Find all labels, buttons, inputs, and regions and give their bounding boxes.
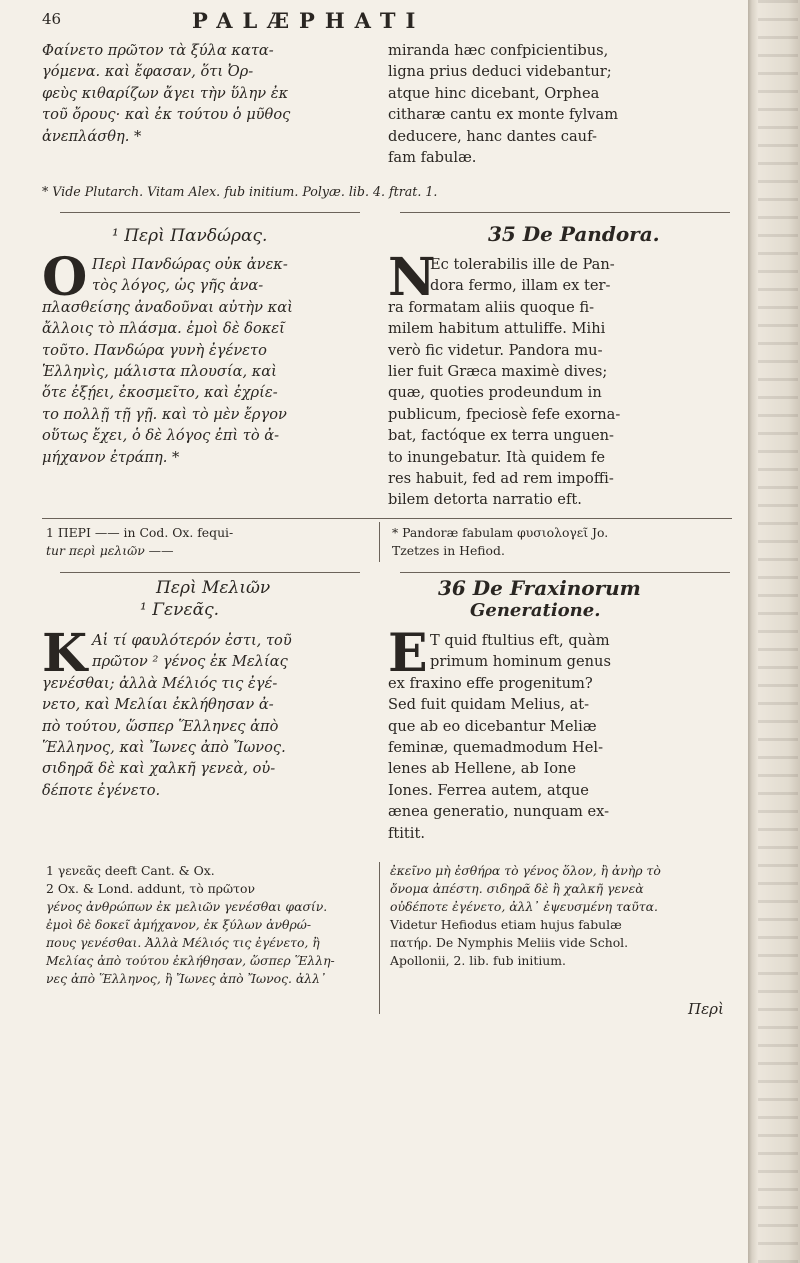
text-line: quæ, quoties prodeundum in	[388, 384, 602, 402]
text-line: deducere, hanc dantes cauf-	[388, 127, 597, 145]
text-line: δέποτε ἐγένετο.	[42, 781, 161, 799]
sec35-note-left	[46, 524, 376, 560]
text-line: γόμενα. καὶ ἔφασαν, ὅτι Ὀρ-	[42, 63, 254, 81]
section-subheading-greek: ¹ Γενεᾶς.	[140, 600, 219, 620]
text-line: ænea generatio, nunquam ex-	[388, 803, 610, 821]
text-line: ftitit.	[388, 824, 425, 842]
note-line: ἐμοὶ δὲ δοκεῖ ἀμήχανον, ἐκ ξύλων ἀνθρώ-	[46, 917, 312, 932]
page-header	[42, 6, 722, 36]
note-line: 2 Ox. & Lond. addunt, τὸ πρῶτον	[46, 881, 255, 896]
text-line: ligna prius deduci videbantur;	[388, 63, 612, 81]
divider-rule	[60, 212, 360, 213]
note-line: πους γενέσθαι. Ἀλλὰ Μέλιός τις ἐγένετο, ἢ	[46, 935, 320, 950]
text-line: miranda hæc confpicientibus,	[388, 42, 609, 59]
note-line: * Pandoræ fabulam φυσιολογεῖ Jo.	[392, 525, 609, 540]
text-line: ὅτε ἐξῄει, ἐκοσμεῖτο, καὶ ἐχρίε-	[42, 384, 278, 402]
text-line: νετο, καὶ Μελίαι ἐκλήθησαν ἀ-	[42, 696, 274, 714]
drop-cap: O	[42, 247, 88, 308]
text-line: fam fabulæ.	[388, 149, 477, 167]
note-line: πατήρ. De Nymphis Meliis vide Schol.	[390, 935, 629, 950]
text-line: γενέσθαι; ἀλλὰ Μέλιός τις ἐγέ-	[42, 674, 278, 692]
facing-page-edge	[748, 0, 800, 1263]
text-line: ex fraxino effe progenitum?	[388, 674, 593, 692]
sec35-latin-column	[388, 247, 733, 511]
text-line: bat, factóque ex terra unguen-	[388, 427, 614, 445]
text-line: publicum, fpeciosè fefe exorna-	[388, 405, 621, 423]
text-line: φεὺς κιθαρίζων ἄγει τὴν ὕλην ἐκ	[42, 84, 289, 102]
sec36-notes-right	[390, 862, 735, 970]
text-line: ra formatam aliis quoque fi-	[388, 298, 595, 316]
divider-rule	[400, 572, 730, 573]
text-line: τὸς λόγος, ὡς γῆς ἀνα-	[92, 277, 264, 295]
drop-cap: E	[388, 623, 428, 684]
note-line: Μελίας ἀπὸ τούτου ἐκλήθησαν, ὥσπερ Ἕλλη-	[46, 953, 335, 968]
drop-cap: K	[42, 623, 88, 684]
text-line: citharæ cantu ex monte fylvam	[388, 106, 619, 124]
sec36-greek-column	[42, 623, 372, 801]
note-line: οὐδέποτε ἐγένετο, ἀλλ᾽ ἐψευσμένη ταῦτα.	[390, 899, 658, 914]
text-line: το πολλῇ τῇ γῇ. καὶ τὸ μὲν ἔργον	[42, 405, 287, 423]
note-line: γένος ἀνθρώπων ἐκ μελιῶν γενέσθαι φασίν.	[46, 899, 328, 914]
sec36-latin-column	[388, 623, 733, 844]
section-heading-greek: Περὶ Μελιῶν	[156, 578, 271, 598]
text-line: οὕτως ἔχει, ὁ δὲ λόγος ἐπὶ τὸ ἀ-	[42, 427, 280, 445]
text-line: τοῦ ὄρους· καὶ ἐκ τούτου ὁ μῦθος	[42, 106, 291, 124]
text-line: to inungebatur. Ità quidem fe	[388, 448, 605, 466]
top-latin-column	[388, 40, 733, 168]
divider-rule	[400, 212, 730, 213]
text-line: πλασθείσης ἀναδοῦναι αὐτὴν καὶ	[42, 298, 293, 316]
note-line: Videtur Hefiodus etiam hujus fabulæ	[390, 917, 622, 932]
note-line: 1 γενεᾶς deeft Cant. & Ox.	[46, 863, 215, 878]
text-line: feminæ, quemadmodum Hel-	[388, 739, 604, 757]
section-heading-greek: ¹ Περὶ Πανδώρας.	[112, 226, 268, 246]
text-line: T quid ftultius eft, quàm	[430, 632, 610, 649]
note-line: Apollonii, 2. lib. fub initium.	[390, 953, 566, 968]
text-line: Iones. Ferrea autem, atque	[388, 781, 589, 799]
text-line: σιδηρᾶ δὲ καὶ χαλκῆ γενεὰ, οὐ-	[42, 760, 276, 778]
text-line: Ἕλληνος, καὶ Ἴωνες ἀπὸ Ἴωνος.	[42, 739, 286, 757]
text-line: ἄλλοις τὸ πλάσμα. ἐμοὶ δὲ δοκεῖ	[42, 320, 285, 338]
text-line: verò fic videtur. Pandora mu-	[388, 341, 603, 359]
text-line: Sed fuit quidam Melius, at-	[388, 696, 590, 714]
top-footnote: * Vide Plutarch. Vitam Alex. fub initium. Polyæ. lib. 4. ftrat. 1.	[42, 184, 438, 199]
text-line: milem habitum attuliffe. Mihi	[388, 320, 606, 338]
note-line: Tzetzes in Hefiod.	[392, 543, 505, 558]
note-line: 1 ΠΕΡΙ —— in Cod. Ox. fequi-	[46, 525, 234, 540]
text-line: atque hinc dicebant, Orphea	[388, 84, 600, 102]
text-line: lier fuit Græca maximè dives;	[388, 363, 608, 381]
sec35-note-right	[392, 524, 732, 560]
text-line: Ec tolerabilis ille de Pan-	[430, 256, 615, 273]
note-line: νες ἀπὸ Ἕλληνος, ἢ Ἴωνες ἀπὸ Ἴωνος. ἀλλ᾽	[46, 971, 327, 986]
note-line: ἐκεῖνο μὴ ἐσθήρα τὸ γένος ὅλον, ἢ ἀνὴρ τὸ	[390, 863, 661, 878]
section-heading-latin: 35 De Pandora.	[488, 222, 660, 246]
divider-rule	[60, 572, 360, 573]
text-line: dora fermo, illam ex ter-	[430, 277, 611, 295]
text-line: τοῦτο. Πανδώρα γυνὴ ἐγένετο	[42, 341, 267, 359]
text-line: Αἱ τί φαυλότερόν ἐστι, τοῦ	[92, 632, 292, 649]
section-subheading-latin: Generatione.	[470, 600, 601, 621]
text-line: πὸ τούτου, ὥσπερ Ἕλληνες ἀπὸ	[42, 717, 279, 735]
text-line: Φαίνετο πρῶτον τὰ ξύλα κατα-	[42, 42, 274, 59]
top-greek-column	[42, 40, 372, 147]
note-line: tur περὶ μελιῶν ——	[46, 543, 174, 558]
text-line: Ἑλληνὶς, μάλιστα πλουσία, καὶ	[42, 363, 277, 381]
running-title: PALÆPHATI	[192, 8, 426, 33]
section-heading-latin: 36 De Fraxinorum	[438, 576, 641, 600]
sec35-greek-column	[42, 247, 372, 468]
page-number: 46	[42, 10, 62, 28]
catchword: Περὶ	[688, 1000, 724, 1018]
divider-rule	[42, 518, 732, 519]
text-line: πρῶτον ² γένος ἐκ Μελίας	[92, 653, 288, 671]
note-line: ὄνομα ἀπέστη. σιδηρᾶ δὲ ἢ χαλκῆ γενεὰ	[390, 881, 644, 896]
text-line: que ab eo dicebantur Meliæ	[388, 717, 597, 735]
text-line: bilem detorta narratio eft.	[388, 491, 582, 509]
text-line: Περὶ Πανδώρας οὐκ ἀνεκ-	[92, 256, 288, 273]
text-line: lenes ab Hellene, ab Ione	[388, 760, 577, 778]
sec36-notes-left	[46, 862, 376, 988]
text-line: primum hominum genus	[430, 653, 611, 671]
text-line: ἀνεπλάσθη. *	[42, 127, 142, 145]
bleed-through-texture	[758, 0, 798, 1263]
text-line: μήχανον ἐτράπη. *	[42, 448, 180, 466]
text-line: res habuit, fed ad rem impoffi-	[388, 470, 614, 488]
drop-cap: N	[388, 247, 436, 308]
column-rule	[379, 862, 380, 1014]
column-rule	[379, 522, 380, 562]
